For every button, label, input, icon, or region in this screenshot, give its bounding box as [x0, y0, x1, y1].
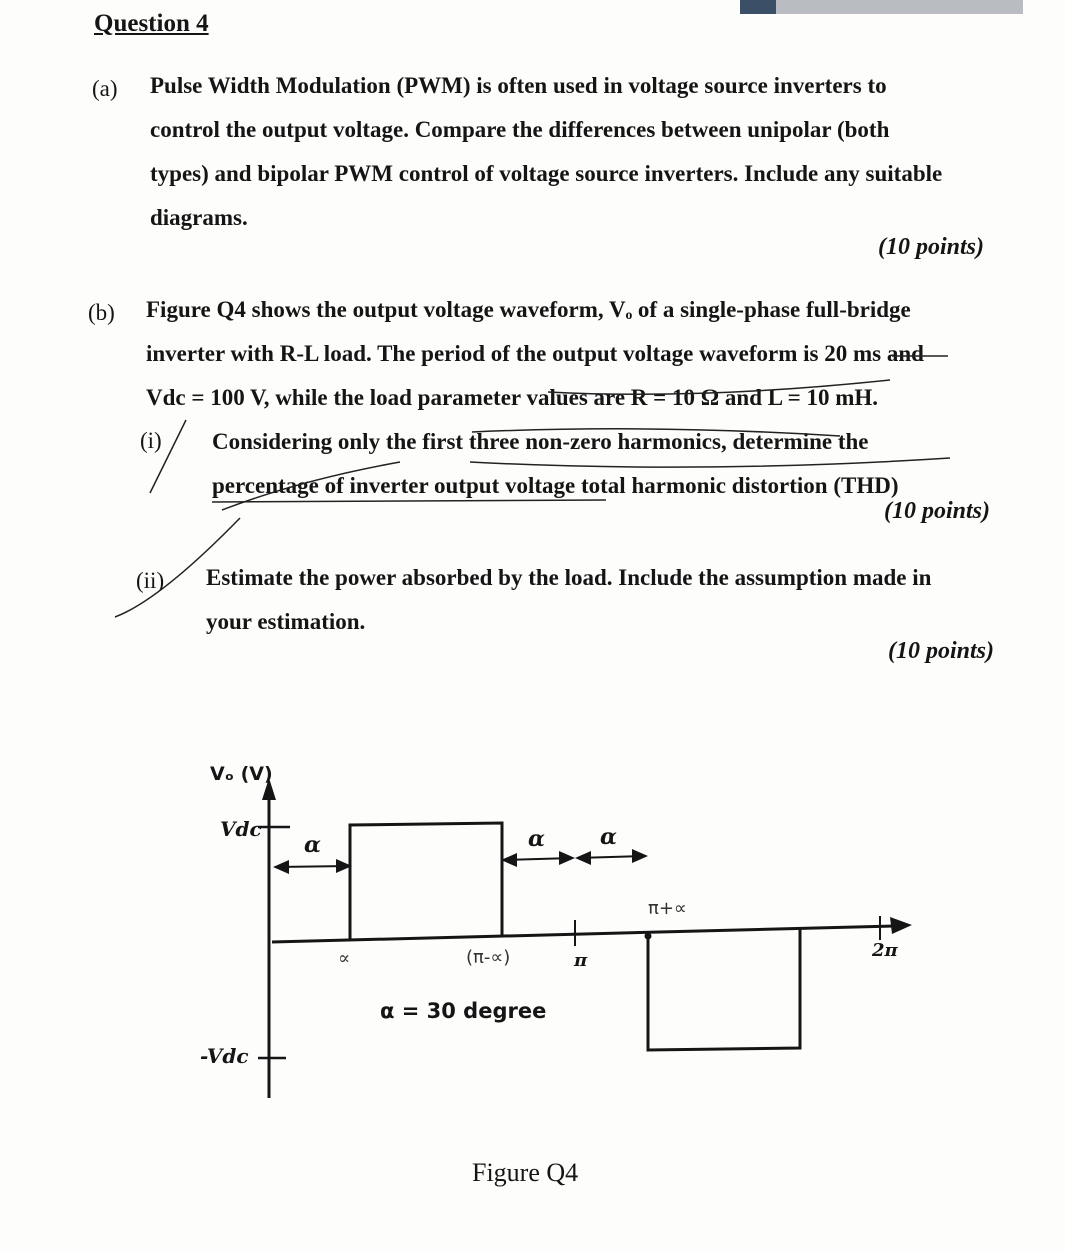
sub-ii-line: Estimate the power absorbed by the load. Include the assumption made in	[206, 565, 932, 590]
pen-stroke	[222, 462, 400, 510]
part-a-line: diagrams.	[150, 205, 248, 230]
sub-ii-label: (ii)	[136, 568, 165, 593]
alpha-label-1: α	[304, 832, 321, 858]
part-a-line: types) and bipolar PWM control of voltage source inverters. Include any suitable	[150, 161, 943, 186]
positive-pulse	[350, 823, 502, 940]
pen-tick-ii	[115, 518, 240, 617]
pen-tick-i	[150, 420, 186, 493]
alpha-note: α = 30 degree	[380, 999, 547, 1023]
handwritten-pi-plus-alpha: π+∝	[648, 898, 687, 919]
sub-ii-points: (10 points)	[888, 638, 995, 664]
part-a-label: (a)	[92, 76, 118, 101]
figure-caption: Figure Q4	[472, 1158, 579, 1187]
alpha-arrow-3-head-left	[575, 851, 591, 865]
handwritten-pi-minus-alpha: (π-∝)	[466, 947, 511, 968]
x-axis	[272, 926, 895, 942]
y-axis-label: Vₒ (V)	[210, 763, 273, 785]
vdc-label: Vdc	[220, 817, 262, 841]
handwritten-alpha: ∝	[338, 948, 351, 969]
neg-vdc-label: -Vdc	[200, 1044, 249, 1068]
part-b-label: (b)	[88, 300, 115, 325]
pi-label: π	[574, 950, 588, 971]
alpha-label-2: α	[528, 826, 545, 852]
sub-ii-line: your estimation.	[206, 609, 366, 634]
pen-underline-thd	[212, 500, 606, 502]
pen-underline-params	[548, 380, 890, 394]
alpha-arrow-3-head-right	[632, 849, 648, 863]
part-a-points: (10 points)	[878, 234, 985, 260]
sub-i-points: (10 points)	[884, 498, 991, 524]
question-title: Question 4	[94, 10, 209, 37]
alpha-arrow-1-head-left	[273, 860, 289, 874]
sub-i-line: percentage of inverter output voltage total harmonic distortion (THD)	[212, 473, 899, 498]
sub-i-label: (i)	[140, 428, 162, 453]
pi-plus-alpha-dot	[645, 933, 652, 940]
pen-oval-bottom	[470, 458, 950, 467]
part-b-line: Figure Q4 shows the output voltage waveform, Vₒ of a single-phase full-bridge	[146, 297, 911, 322]
sub-i-line: Considering only the first three non-zero harmonics, determine the	[212, 429, 869, 454]
part-b-line: inverter with R-L load. The period of the output voltage waveform is 20 ms and	[146, 341, 924, 366]
part-a-line: Pulse Width Modulation (PWM) is often used in voltage source inverters to	[150, 73, 887, 98]
alpha-label-3: α	[600, 824, 617, 850]
part-a-line: control the output voltage. Compare the differences between unipolar (both	[150, 117, 890, 142]
alpha-arrow-2-head-right	[559, 851, 575, 865]
two-pi-label: 2π	[872, 940, 898, 961]
x-axis-arrow	[890, 917, 912, 934]
negative-pulse	[648, 928, 800, 1050]
part-b-line: Vdc = 100 V, while the load parameter values are R = 10 Ω and L = 10 mH.	[146, 385, 878, 410]
pen-oval-top	[472, 429, 840, 436]
